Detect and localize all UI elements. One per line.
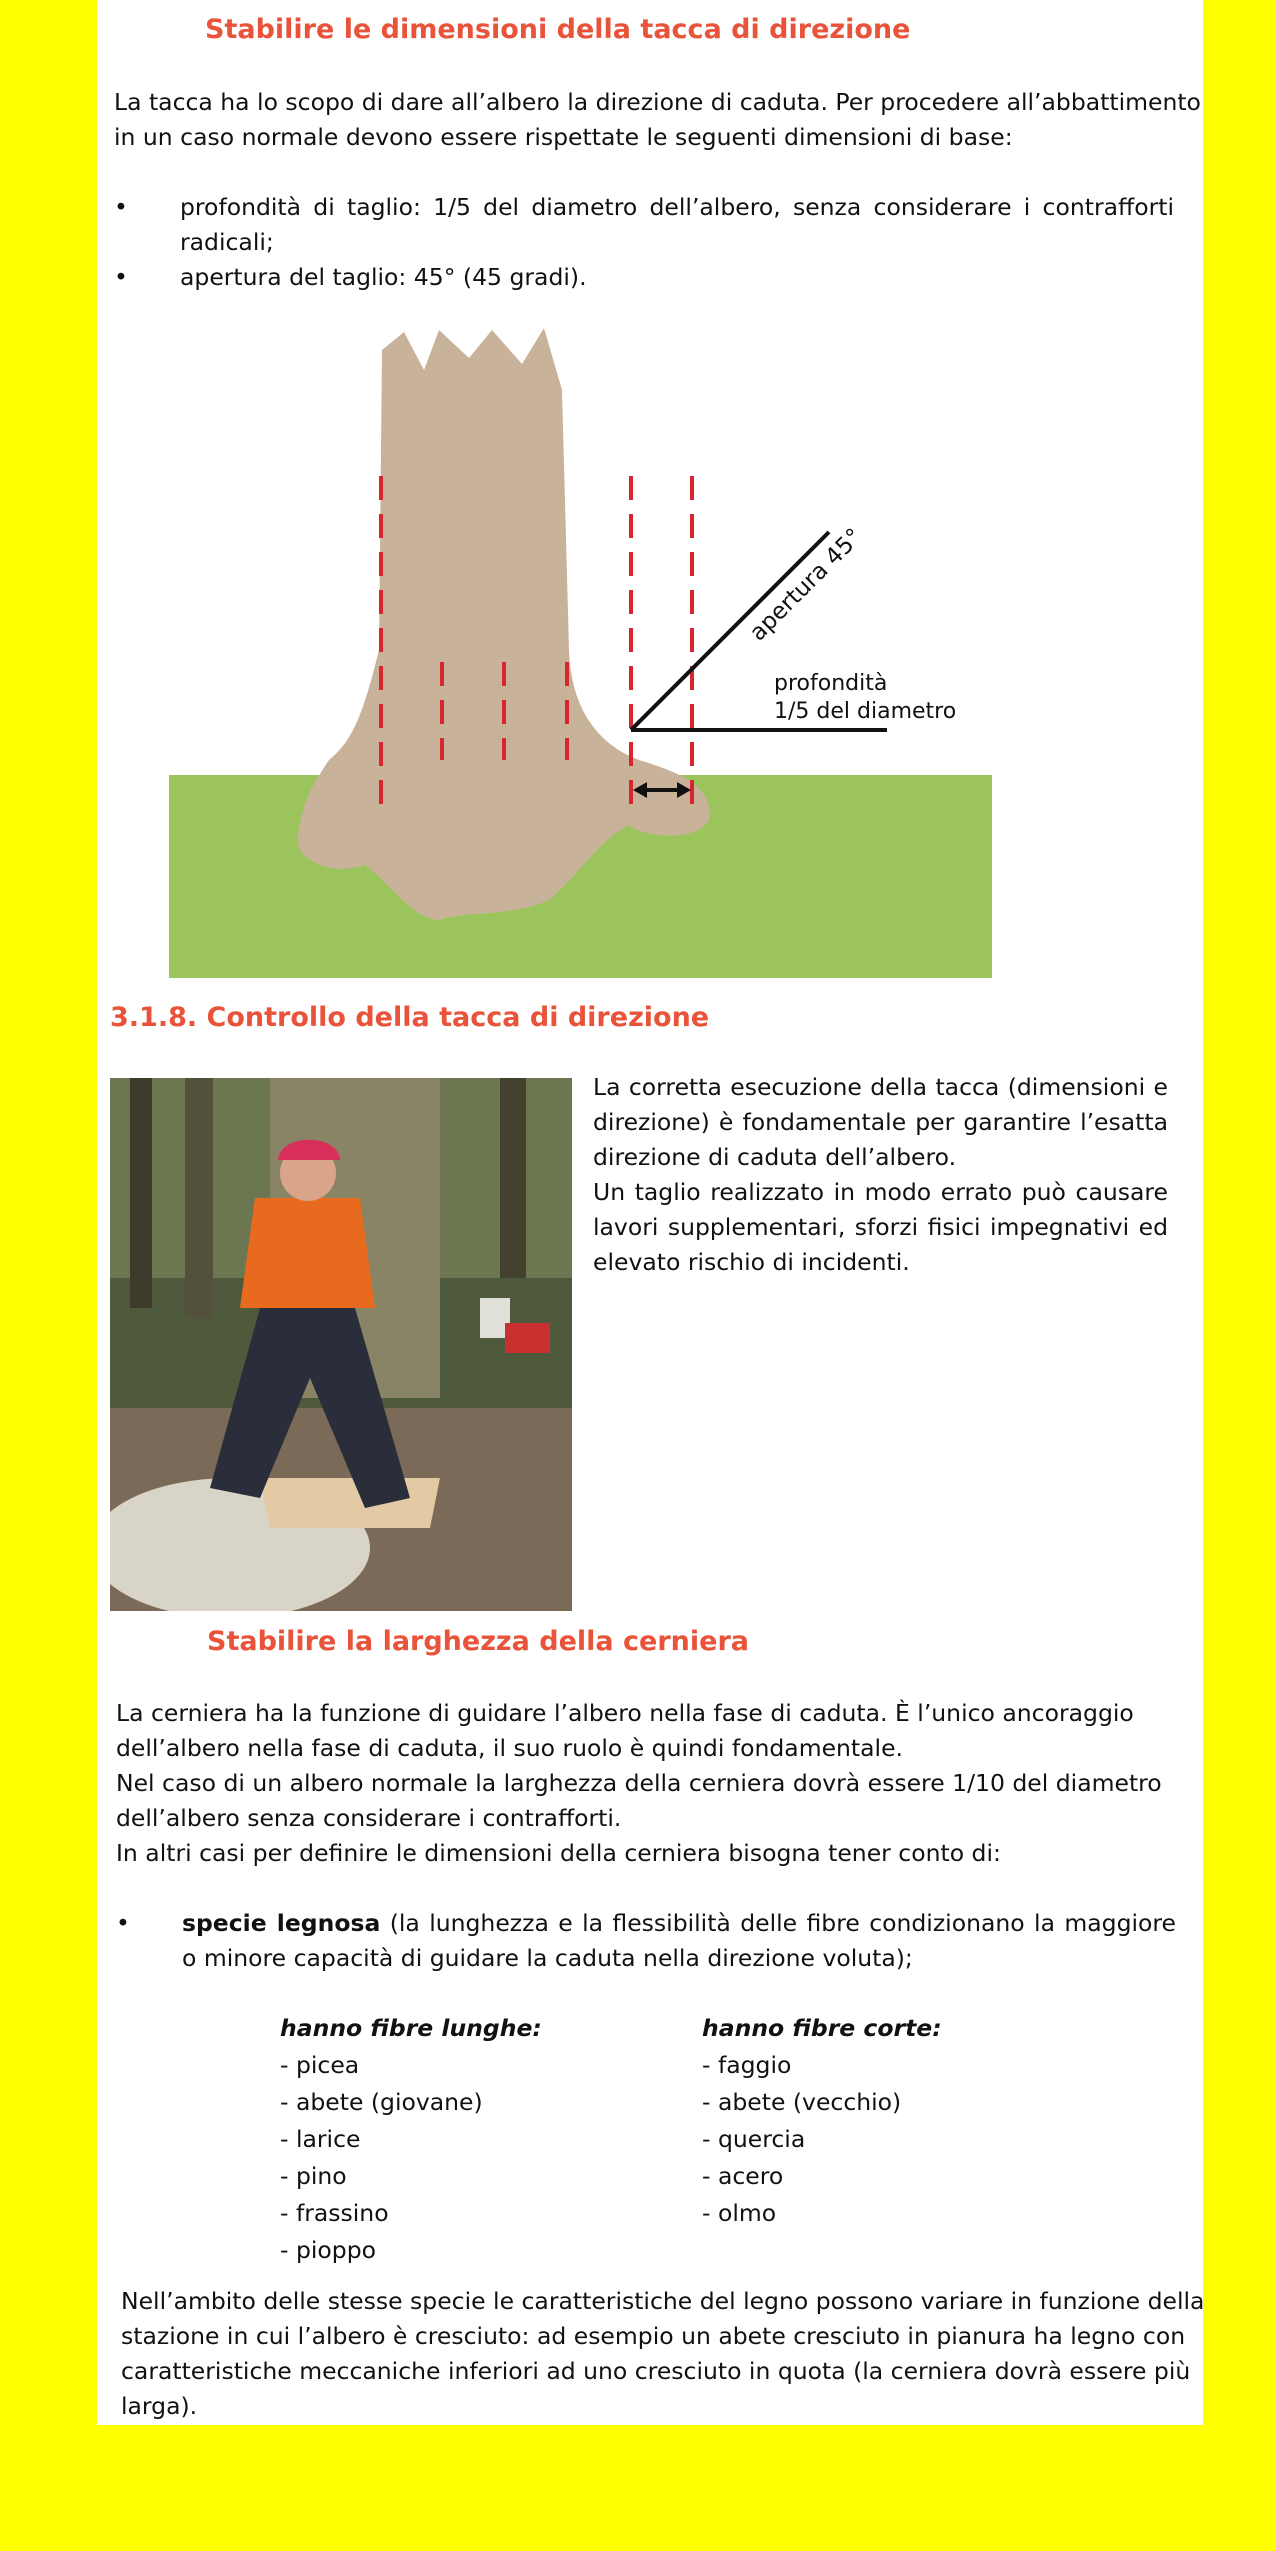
bullet-symbol: • (114, 193, 128, 221)
bullet-symbol: • (116, 1909, 130, 1937)
paragraph-line: dell’albero senza considerare i contrafforti. (116, 1804, 622, 1832)
short-fibres-heading: hanno fibre corte: (702, 2014, 942, 2042)
list-item: - faggio (702, 2051, 792, 2079)
list-item: - frassino (280, 2199, 389, 2227)
paragraph-line: larga). (121, 2392, 198, 2420)
list-item-text (182, 1906, 1176, 1976)
intro-paragraph (114, 85, 1201, 155)
list-item: - quercia (702, 2125, 806, 2153)
cut-notch (260, 1478, 440, 1528)
paragraph-line: dell’albero nella fase di caduta, il suo ruolo è quindi fondamentale. (116, 1734, 904, 1762)
paragraph-line: caratteristiche meccaniche inferiori ad uno cresciuto in quota (la cerniera dovrà essere più (121, 2357, 1191, 2385)
tree-trunk-background (500, 1078, 526, 1278)
bold-term: specie legnosa (182, 1909, 381, 1937)
paragraph-line: lavori supplementari, sforzi fisici impegnativi ed (593, 1213, 1168, 1241)
list-item: - pino (280, 2162, 347, 2190)
paragraph-line: Nell’ambito delle stesse specie le caratteristiche del legno possono variare in funzione della (121, 2287, 1205, 2315)
opening-label: apertura 45° (744, 523, 868, 647)
list-item-wood-species (116, 1906, 1176, 1976)
depth-label-line2: 1/5 del diametro (774, 699, 957, 724)
notch-diagram (169, 320, 992, 978)
paragraph-line: elevato rischio di incidenti. (593, 1248, 910, 1276)
list-item: - picea (280, 2051, 360, 2079)
paragraph-line: Un taglio realizzato in modo errato può causare (593, 1178, 1168, 1206)
paragraph-line: direzione di caduta dell’albero. (593, 1143, 957, 1171)
intro-line: La tacca ha lo scopo di dare all’albero la direzione di caduta. Per procedere all’abbattimento (114, 88, 1201, 116)
paragraph-line: Nel caso di un albero normale la larghezza della cerniera dovrà essere 1/10 del diametro (116, 1769, 1162, 1797)
list-item-description: (la lunghezza e la flessibilità delle fibre condizionano la maggiore o minore capacità di guidare la caduta nella direzione voluta); (182, 1909, 1176, 1972)
paragraph-line: stazione in cui l’albero è cresciuto: ad esempio un abete cresciuto in pianura ha legno con (121, 2322, 1186, 2350)
list-item-cut-opening (114, 260, 1174, 295)
paragraph-line: La cerniera ha la funzione di guidare l’albero nella fase di caduta. È l’unico ancoraggio (116, 1699, 1134, 1727)
list-item-text: profondità di taglio: 1/5 del diametro dell’albero, senza considerare i contrafforti radicali; (180, 193, 1174, 256)
hinge-paragraph (116, 1696, 1176, 1871)
tree-trunk-background (185, 1078, 213, 1318)
long-fibres-heading: hanno fibre lunghe: (280, 2014, 542, 2042)
paragraph-line: La corretta esecuzione della tacca (dimensioni e (593, 1073, 1168, 1101)
list-item: - abete (vecchio) (702, 2088, 902, 2116)
closing-paragraph (121, 2284, 1205, 2424)
list-item-text: apertura del taglio: 45° (45 gradi). (180, 263, 587, 291)
bullet-symbol: • (114, 263, 128, 291)
list-item: - pioppo (280, 2236, 376, 2264)
section-heading-notch-check: 3.1.8. Controllo della tacca di direzione (110, 1002, 710, 1033)
list-item: - olmo (702, 2199, 777, 2227)
list-item: - larice (280, 2125, 361, 2153)
list-item: - acero (702, 2162, 784, 2190)
list-item: - abete (giovane) (280, 2088, 483, 2116)
logger-photo (110, 1078, 572, 1611)
section-heading-hinge-width: Stabilire la larghezza della cerniera (207, 1626, 749, 1657)
list-item-cut-depth (114, 190, 1174, 260)
chainsaw (505, 1323, 550, 1353)
paragraph-line: In altri casi per definire le dimensioni della cerniera bisogna tener conto di: (116, 1839, 1001, 1867)
long-fibres-list (280, 2010, 542, 2269)
worker-jacket (240, 1198, 375, 1308)
short-fibres-list (702, 2010, 942, 2232)
tree-trunk-background (130, 1078, 152, 1308)
notch-check-paragraph (593, 1070, 1168, 1280)
section-heading-notch-dimensions: Stabilire le dimensioni della tacca di direzione (205, 14, 911, 45)
intro-line: in un caso normale devono essere rispettate le seguenti dimensioni di base: (114, 123, 1013, 151)
paragraph-line: direzione) è fondamentale per garantire l’esatta (593, 1108, 1168, 1136)
depth-label-line1: profondità (774, 671, 888, 696)
